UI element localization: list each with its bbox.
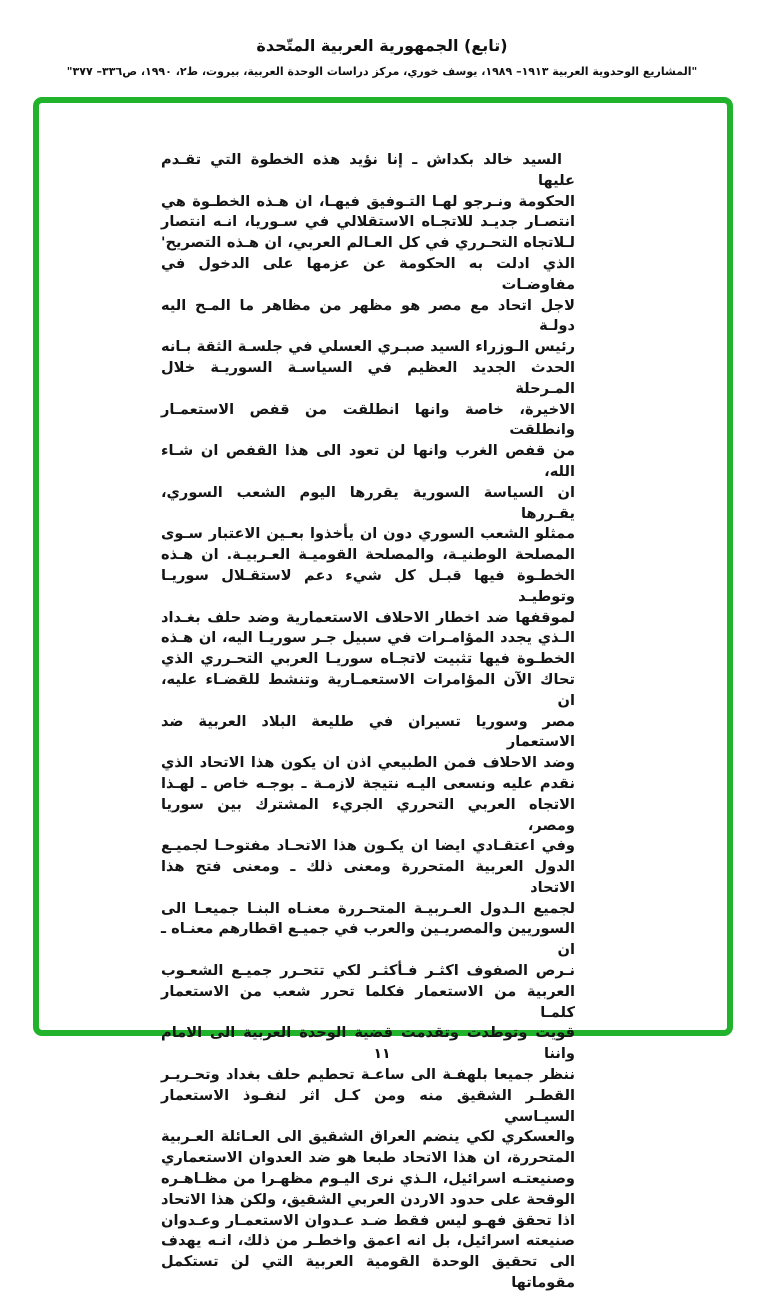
page-number: ١١ xyxy=(373,1046,391,1062)
text-line: العربية من الاستعمار فكلما تحرر شعب من الاستعمار كلمـا xyxy=(161,982,575,1021)
text-line: الحكومة ونـرجو لهـا التـوفيق فيهـا، ان هـذه الخطـوة هي xyxy=(161,192,575,210)
text-line: صنيعته اسرائيل، بل انه اعمق واخطـر من ذلك، انـه يهدف xyxy=(161,1232,575,1250)
text-line: نقدم عليه ونسعى اليـه نتيجة لازمـة ـ بوجـه خاص ـ لهـذا xyxy=(161,774,575,792)
text-line: قويت وتوطدت وتقدمت قضية الوحدة العربية الى الامام واننا xyxy=(161,1024,575,1063)
text-line: تحاك الآن المؤامرات الاستعمـارية وتنشط للقضـاء عليه، ان xyxy=(161,670,575,709)
text-line: ممثلو الشعب السوري دون ان يأخذوا بعـين الاعتبار سـوى xyxy=(161,525,575,543)
text-line: لموقفها ضد اخطار الاحلاف الاستعمارية وضد حلف بغـداد xyxy=(161,608,575,626)
text-line: اذا تحقق فهـو ليس فقط ضـد عـدوان الاستعمـار وعـدوان xyxy=(161,1211,575,1229)
text-line: الحدث الجديد العظيم في السياسـة السوريـة خلال المـرحلة xyxy=(161,358,575,397)
text-line: من قفص الغرب وانها لن تعود الى هذا القفص ان شـاء الله، xyxy=(161,442,575,480)
text-line: الى تحقيق الوحدة القومية العربية التي لن تستكمل مقوماتها xyxy=(161,1253,575,1292)
text-line: الخطـوة فيها قبـل كل شيء دعم لاستقـلال سوريـا وتوطيـد xyxy=(161,566,575,605)
text-line: ان السياسة السورية يقررها اليوم الشعب السوري، يقـررها xyxy=(161,483,575,522)
text-line: وضد الاحلاف فمن الطبيعي اذن ان يكون هذا الاتحاد الذي xyxy=(161,754,575,772)
text-line: المصلحة الوطنيـة، والمصلحة القوميـة العـربيـة. ان هـذه xyxy=(161,546,575,564)
text-line: انتصـار جديـد للاتجـاه الاستقلالي في سـوريا، انـه انتصار xyxy=(161,213,575,231)
text-line: السيد خالد بكداش ـ إنا نؤيد هذه الخطوة التي تقـدم عليها xyxy=(161,151,575,189)
text-line: الخطـوة فيها تثبيت لاتجـاه سوريـا العربي التحـرري الذي xyxy=(161,650,575,668)
text-line: وفي اعتقـادي ايضا ان يكـون هذا الاتحـاد مفتوحـا لجميـع xyxy=(161,837,575,855)
page-title: (تابع) الجمهورية العربية المتّحدة xyxy=(256,36,508,55)
source-citation: "المشاريع الوحدوية العربية ١٩١٣– ١٩٨٩، يوسف خوري، مركز دراسات الوحدة العربية، بيروت، ط٢، ١٩٩٠، ص٣٣٦– ٣٧٧" xyxy=(66,65,698,78)
text-line: والعسكري لكي ينضم العراق الشقيق الى العـائلة العـربية xyxy=(161,1128,575,1146)
text-line: المتحررة، ان هذا الاتحاد طبعا هو ضد العدوان الاستعماري xyxy=(161,1149,575,1167)
text-line: لـلاتجاه التحـرري في كل العـالم العربي، ان هـذه التصريح' xyxy=(161,234,575,252)
text-line: الاتجاه العربي التحرري الجريء المشترك بين سوريا ومصر، xyxy=(161,795,575,834)
text-line: مصر وسوريا تسيران في طليعة البلاد العربية ضد الاستعمار xyxy=(161,712,575,751)
body-text xyxy=(161,150,575,1294)
text-line: وصنيعتـه اسرائيل، الـذي نرى اليـوم مظهـرا من مظـاهـره xyxy=(161,1170,575,1188)
text-line: السوريين والمصريـين والعرب في جميـع اقطارهم معنـاه ـ ان xyxy=(161,920,575,959)
text-line: الوقحة على حدود الاردن العربي الشقيق، ولكن هذا الاتحاد xyxy=(161,1190,575,1208)
text-line: لجميع الـدول العـربيـة المتحـررة معنـاه البنـا جميعـا الى xyxy=(161,899,575,917)
text-line: نـرص الصفوف اكثـر فـأكثـر لكي تتحـرر جميـع الشعـوب xyxy=(161,962,575,980)
text-line: الدول العربية المتحررة ومعنى ذلك ـ ومعنى فتح هذا الاتحاد xyxy=(161,858,575,896)
text-line: رئيس الـوزراء السيد صبـري العسلي في جلسـة الثقة بـانه xyxy=(161,338,575,356)
text-line: الـذي يجدد المؤامـرات في سبيل جـر سوريـا اليه، ان هـذه xyxy=(161,629,575,647)
text-line: الذي ادلت به الحكومة عن عزمها على الدخول في مفاوضـات xyxy=(161,254,575,293)
text-line: القطـر الشقيق منه ومن كـل اثر لنفـوذ الاستعمار السيـاسي xyxy=(161,1086,575,1125)
text-line: لاجل اتحاد مع مصر هو مظهر من مظاهر ما المـح اليه دولـة xyxy=(161,296,575,335)
text-line: ننظر جميعا بلهفـة الى ساعـة تحطيم حلف بغداد وتحـريـر xyxy=(161,1066,575,1084)
text-line: الاخيرة، خاصة وانها انطلقت من قفص الاستعمـار وانطلقت xyxy=(161,400,575,439)
